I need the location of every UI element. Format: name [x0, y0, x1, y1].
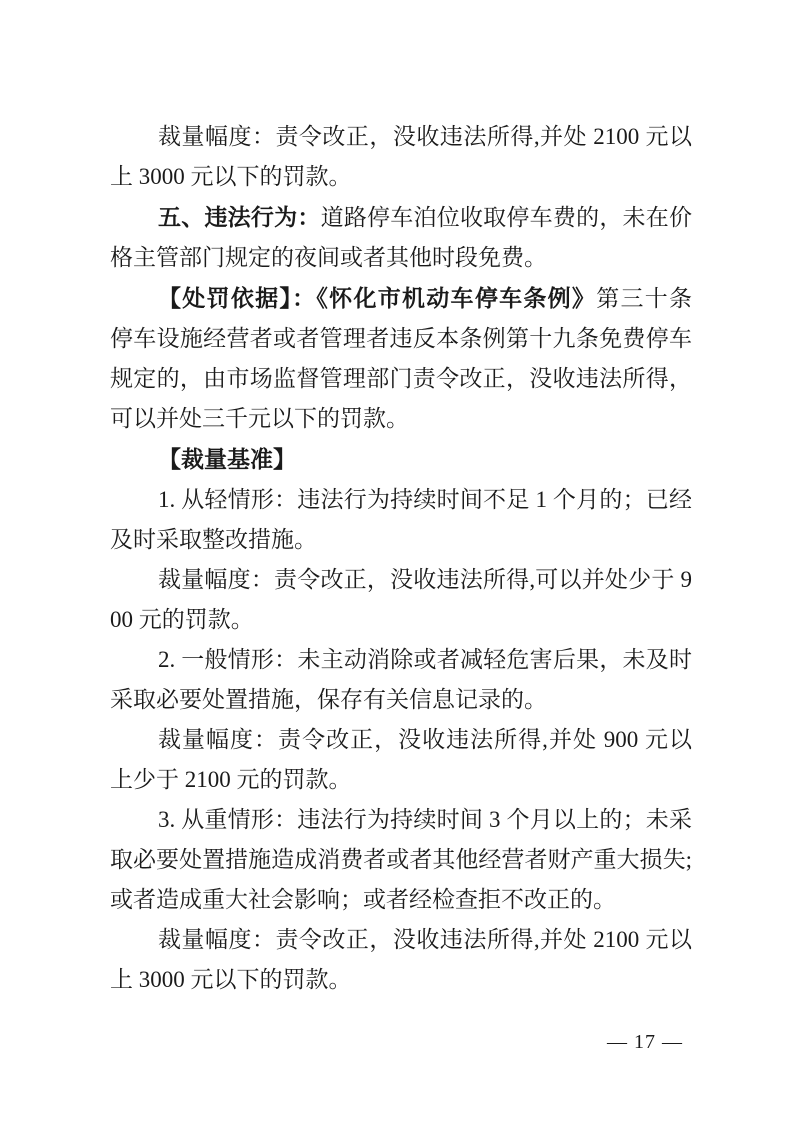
page-number: — 17 — — [607, 1031, 683, 1053]
para-severe-circumstance — [110, 800, 692, 920]
benchmark-heading-run: 【裁量基准】 — [158, 446, 296, 472]
document-body — [110, 117, 716, 1000]
para-lenient-discretion-range — [110, 560, 692, 640]
text-run: 裁量幅度：责令改正，没收违法所得,可以并处少于 900 元的罚款。 — [110, 567, 692, 632]
text-run: 1. 从轻情形：违法行为持续时间不足 1 个月的；已经及时采取整改措施。 — [110, 487, 692, 552]
para-severe-discretion-range — [110, 920, 692, 1000]
penalty-basis-heading-run: 【处罚依据】：《怀化市机动车停车条例》 — [158, 285, 597, 311]
text-run: 裁量幅度：责令改正，没收违法所得,并处 900 元以上少于 2100 元的罚款。 — [110, 727, 692, 792]
para-discretion-benchmark-heading — [110, 439, 692, 480]
text-run: 道路停车泊位收取停车费的，未在价格主管部门规定的夜间或者其他时段免费。 — [110, 205, 693, 270]
text-run: 2. 一般情形：未主动消除或者减轻危害后果，未及时采取必要处置措施，保存有关信息记录的。 — [110, 647, 692, 712]
para-discretion-range-carryover — [110, 117, 692, 197]
text-run: 裁量幅度：责令改正，没收违法所得,并处 2100 元以上 3000 元以下的罚款。 — [110, 927, 692, 992]
para-lenient-circumstance — [110, 480, 692, 560]
para-penalty-basis — [110, 278, 716, 439]
violation-heading-run: 五、违法行为： — [158, 204, 321, 230]
text-run: 第三十条 停车设施经营者或者管理者违反本条例第十九条免费停车规定的，由市场监督管理部门责令改正，没收违法所得，可以并处三千元以下的罚款。 — [110, 286, 716, 431]
para-general-circumstance — [110, 640, 692, 720]
text-run: 裁量幅度：责令改正，没收违法所得,并处 2100 元以上 3000 元以下的罚款。 — [110, 124, 692, 189]
para-general-discretion-range — [110, 720, 692, 800]
para-violation-item-5 — [110, 197, 692, 278]
text-run: 3. 从重情形：违法行为持续时间 3 个月以上的；未采取必要处置措施造成消费者或者其他经营者财产重大损失;或者造成重大社会影响；或者经检查拒不改正的。 — [110, 807, 692, 912]
